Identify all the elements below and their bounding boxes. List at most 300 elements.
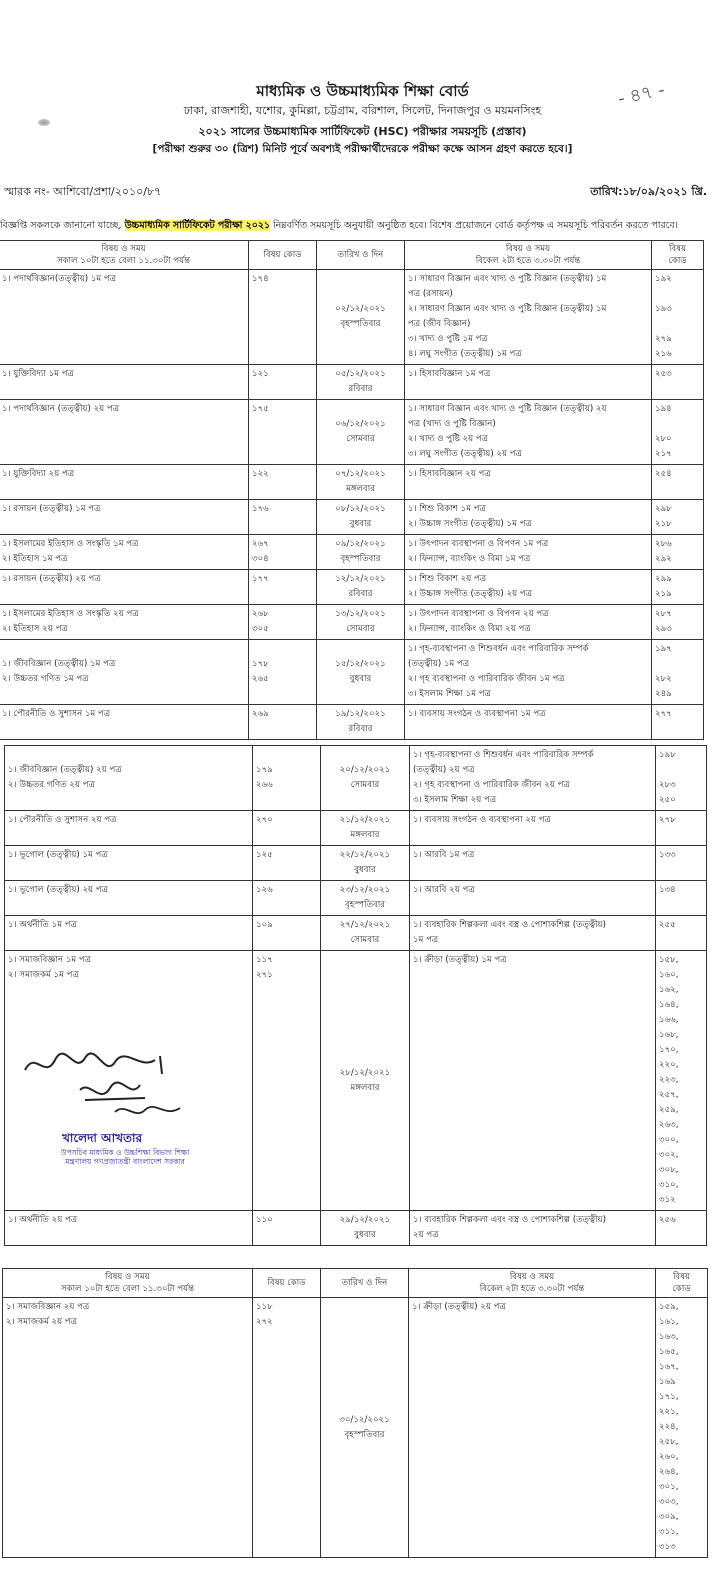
afternoon-subjects (405, 270, 652, 365)
subject-code: ২৭১ (256, 970, 273, 980)
subject-name: ৩। লঘু সংগীত (তত্ত্বীয়) ২য় পত্র (408, 449, 522, 459)
subject-code: ২৯৯ (655, 574, 672, 584)
subject-code: ১১৮ (256, 1302, 273, 1312)
memo-reference: স্মারক নং- আশিবো/প্রশা/২০১০/৮৭ (4, 185, 162, 198)
morning-codes (249, 605, 317, 640)
subject-code: ১৭৫ (252, 404, 269, 414)
subject-code (655, 317, 700, 332)
table-row (5, 1211, 707, 1246)
morning-codes (249, 270, 317, 365)
intro-after: নিম্নবর্ণিত সময়সূচি অনুযায়ী অনুষ্ঠিত হবে। বিশেষ প্রয়োজনে বোর্ড কর্তৃপক্ষ এ সময়সূচি পরিবর্তন করতে পারবে। (270, 220, 678, 231)
header-morning: বিষয় ও সময় সকাল ১০টা হতে বেলা ১১.৩০টা পর্যন্ত (0, 241, 249, 270)
exam-date-value: ১৫/১২/২০২১ (335, 659, 386, 669)
exam-date-value: ২০/১২/২০২১ (339, 765, 391, 775)
subject-code: ২৬৬ (256, 780, 273, 790)
subject-name: ২। খাদ্য ও পুষ্টি ২য় পত্র (408, 434, 489, 444)
subject-name: ১। ক্রীড়া (তত্ত্বীয়) ১ম পত্র (413, 955, 507, 965)
morning-codes (249, 705, 317, 740)
subject-code: ২৬৯ (252, 709, 269, 719)
exam-day: বুধবার (354, 1230, 376, 1240)
subject-code: ৩১০, (659, 1180, 679, 1190)
subject-code: ১২১ (252, 369, 269, 379)
exam-note: [পরীক্ষা শুরুর ৩০ (ত্রিশ) মিনিট পূর্বে অবশ্যই পরীক্ষার্থীদেরকে পরীক্ষা কক্ষে আসন গ্রহণ করতে হবে।] (152, 143, 573, 155)
subject-name: (তত্ত্বীয়) ১ম পত্র (408, 659, 470, 669)
afternoon-subjects (405, 705, 652, 740)
subject-name: পত্র (খাদ্য ও পুষ্টি বিজ্ঞান) (408, 419, 496, 429)
morning-subjects (0, 570, 249, 605)
subject-code: ৩১১, (659, 1527, 679, 1537)
header-morning: বিষয় ও সময় সকাল ১০টা হতে বেলা ১১.৩০টা পর্যন্ত (3, 1269, 253, 1298)
approval-signature (20, 1040, 220, 1190)
header-code: বিষয় কোড (249, 241, 317, 270)
exam-day: বুধবার (349, 674, 372, 684)
exam-date-value: ২১/১২/২০২১ (339, 815, 391, 825)
subject-name: ১। রসায়ন (তত্ত্বীয়) ১ম পত্র (2, 504, 101, 514)
exam-date-value: ০৫/১২/২০২১ (335, 369, 386, 379)
document-title: ২০২১ সালের উচ্চমাধ্যমিক সার্টিফিকেট (HSC) পরীক্ষার সময়সূচি (প্রস্তাব) (198, 125, 527, 138)
exam-day: রবিবার (348, 589, 373, 599)
exam-day: রবিবার (348, 724, 373, 734)
exam-day: সোমবার (350, 935, 380, 945)
exam-date (321, 746, 410, 811)
subject-code: ২১৯ (655, 589, 672, 599)
subject-code: ১২৫ (256, 850, 273, 860)
signatory-title: উপসচিব মাধ্যমিক ও উচ্চশিক্ষা বিভাগ শিক্ষা মন্ত্রণালয় গণপ্রজাতন্ত্রী বাংলাদেশ সরকার (60, 1148, 190, 1166)
subject-name: ১ম পত্র (413, 935, 439, 945)
exam-day: সোমবার (350, 780, 380, 790)
board-list: ঢাকা, রাজশাহী, যশোর, কুমিল্লা, চট্টগ্রাম, বরিশাল, সিলেট, দিনাজপুর ও ময়মনসিংহ (183, 104, 542, 117)
exam-day: বৃহস্পতিবার (344, 900, 386, 910)
subject-name: ২। উচ্চাঙ্গ সংগীত (তত্ত্বীয়) ২য় পত্র (408, 589, 533, 599)
subject-code: ২৫৬ (659, 1215, 676, 1225)
subject-code: ২৭২ (256, 1317, 273, 1327)
subject-code: ১৭১, (659, 1392, 679, 1402)
subject-code: ২৬০, (659, 1452, 679, 1462)
subject-name: ১। পদার্থবিজ্ঞান (তত্ত্বীয়) ২য় পত্র (2, 404, 120, 414)
afternoon-codes (652, 605, 704, 640)
morning-subjects (0, 640, 249, 705)
subject-name: ১। উৎপাদন ব্যবস্থাপনা ও বিপণন ২য় পত্র (408, 609, 549, 619)
exam-date (321, 846, 410, 881)
subject-code: ১৭৮ (252, 659, 269, 669)
subject-name: ২। উচ্চতর গণিত ১ম পত্র (2, 674, 89, 684)
exam-date-value: ১২/১২/২০২১ (335, 574, 386, 584)
subject-name: ১। শিশু বিকাশ ১ম পত্র (408, 504, 486, 514)
subject-code: ২৮৩ (659, 780, 676, 790)
subject-code: ২১৮ (655, 519, 672, 529)
subject-name: ২। ফিন্যান্স, ব্যাংকিং ও বিমা ২য় পত্র (408, 624, 531, 634)
subject-name: ১। সাধারণ বিজ্ঞান এবং খাদ্য ও পুষ্টি বিজ্ঞান (তত্ত্বীয়) ২য় (408, 404, 607, 414)
subject-code: ২৫৩ (655, 369, 672, 379)
subject-name: ১। শিশু বিকাশ ২য় পত্র (408, 574, 487, 584)
table-row (5, 916, 707, 951)
header-code-2: বিষয় কোড (656, 1269, 708, 1298)
subject-name: ১। অর্থনীতি ১ম পত্র (8, 920, 77, 930)
morning-codes (249, 400, 317, 465)
exam-date (321, 1211, 410, 1246)
exam-day: রবিবার (348, 384, 373, 394)
subject-code: ২১৬ (655, 349, 672, 359)
subject-code: ২২০, (659, 1060, 679, 1070)
subject-name: ২। গৃহ ব্যবস্থাপনা ও পারিবারিক জীবন ১ম পত্র (408, 674, 565, 684)
subject-code (659, 1228, 703, 1243)
afternoon-codes (656, 881, 707, 916)
morning-codes (253, 951, 321, 1211)
subject-code: ৩০১, (659, 1482, 679, 1492)
afternoon-subjects (410, 916, 656, 951)
morning-codes (253, 1211, 321, 1246)
afternoon-subjects (405, 605, 652, 640)
subject-name: ১। ব্যবসায় সংগঠন ও ব্যবস্থাপনা ১ম পত্র (408, 709, 546, 719)
exam-date-value: ০৮/১২/২০২১ (335, 504, 386, 514)
subject-code: ২৯২ (655, 554, 672, 564)
table-row (0, 605, 704, 640)
subject-code: ১২৬ (256, 885, 273, 895)
subject-code: ১৬০, (659, 970, 679, 980)
subject-code: ২৭৮ (659, 815, 676, 825)
morning-subjects (5, 881, 253, 916)
subject-code: ২৯৩ (655, 624, 672, 634)
subject-code: ২৮৭ (655, 609, 672, 619)
afternoon-codes (652, 705, 704, 740)
exam-day: মঙ্গলবার (350, 1082, 380, 1093)
subject-code: ১৭৪ (252, 274, 269, 284)
subject-name: ১। গৃহ-ব্যবস্থাপনা ও শিশুবর্ধন এবং পারিবারিক সম্পর্ক (413, 750, 594, 760)
subject-code: ৩০২, (659, 1150, 679, 1160)
subject-name: ১। ভূগোল (তত্ত্বীয়) ১ম পত্র (8, 850, 108, 860)
table-row (0, 270, 704, 365)
subject-name: ১। ব্যবসায় সংগঠন ও ব্যবস্থাপনা ২য় পত্র (413, 815, 551, 825)
exam-date-value: ২২/১২/২০২১ (339, 850, 391, 860)
subject-code (659, 763, 703, 778)
exam-date-value: ৩০/১২/২০২১ (339, 1414, 390, 1425)
subject-code: ২৮২ (655, 674, 672, 684)
intro-highlight: উচ্চমাধ্যমিক সার্টিফিকেট পরীক্ষা ২০২১ (124, 220, 271, 231)
exam-date-value: ০৬/১২/২০২১ (335, 419, 386, 429)
table-row (0, 365, 704, 400)
exam-date (317, 705, 405, 740)
header-afternoon: বিষয় ও সময় বিকেল ২টা হতে ৩.৩০টা পর্যন্ত (409, 1269, 656, 1298)
afternoon-codes (652, 640, 704, 705)
afternoon-subjects (405, 535, 652, 570)
exam-date (321, 811, 410, 846)
exam-day: বুধবার (349, 519, 372, 529)
afternoon-codes (656, 916, 707, 951)
subject-name: ১। যুক্তিবিদ্যা ২য় পত্র (2, 469, 75, 479)
subject-code: ২১৭ (655, 449, 672, 459)
afternoon-subjects (405, 500, 652, 535)
table-row (5, 846, 707, 881)
subject-name: পত্র (জীব বিজ্ঞান) (408, 319, 471, 329)
afternoon-codes (652, 570, 704, 605)
afternoon-subjects (410, 951, 656, 1211)
subject-code: ১৭০, (659, 1045, 679, 1055)
exam-date (321, 881, 410, 916)
subject-name: ২। সাধারণ বিজ্ঞান এবং খাদ্য ও পুষ্টি বিজ্ঞান (তত্ত্বীয়) ১ম (408, 304, 607, 314)
subject-name: ২। সমাজকর্ম ২য় পত্র (6, 1317, 78, 1327)
afternoon-subjects (409, 1298, 656, 1558)
morning-subjects (5, 846, 253, 881)
exam-day: সোমবার (346, 434, 375, 444)
morning-subjects (3, 1298, 253, 1558)
exam-date-value: ২৭/১২/২০২১ (339, 920, 391, 930)
subject-code: ২৮৬ (655, 539, 672, 549)
intro-notice (0, 218, 725, 233)
afternoon-subjects (405, 365, 652, 400)
subject-code: ১৯২ (655, 274, 672, 284)
afternoon-subjects (410, 881, 656, 916)
morning-codes (249, 500, 317, 535)
morning-subjects (0, 535, 249, 570)
subject-name: ১। জীববিজ্ঞান (তত্ত্বীয়) ১ম পত্র (2, 659, 116, 669)
subject-code: ৩১৩ (659, 1542, 676, 1552)
subject-code: ২৯৮ (655, 504, 672, 514)
exam-date (317, 400, 405, 465)
subject-code: ২৮০ (655, 434, 672, 444)
morning-codes (249, 365, 317, 400)
subject-name: ৩। ইসলাম শিক্ষা ২য় পত্র (413, 795, 497, 805)
subject-code: ২৫৮, (659, 1437, 679, 1447)
subject-code: ২৫৭, (659, 1090, 679, 1100)
subject-code: ১৭৭ (252, 574, 269, 584)
subject-code: ১১৭ (256, 955, 273, 965)
table-row (0, 705, 704, 740)
signatory-name: খালেদা আখতার (62, 1131, 143, 1145)
subject-code: ৩০৪ (252, 554, 269, 564)
exam-date-value: ২৮/১২/২০২১ (339, 1067, 391, 1078)
subject-code: ২৪৯ (655, 689, 672, 699)
subject-code: ১৯৮ (659, 750, 676, 760)
afternoon-subjects (405, 570, 652, 605)
afternoon-subjects (410, 746, 656, 811)
subject-code: ২৭০ (256, 815, 273, 825)
table-row (0, 640, 704, 705)
subject-code: ৩০০, (659, 1135, 679, 1145)
exam-date-value: ১৯/১২/২০২১ (335, 709, 386, 719)
afternoon-codes (652, 465, 704, 500)
subject-code (655, 417, 700, 432)
header-date: তারিখ ও দিন (321, 1269, 409, 1298)
subject-code: ১৩৩ (659, 850, 676, 860)
subject-name: ১। ভূগোল (তত্ত্বীয়) ২য় পত্র (8, 885, 108, 895)
subject-code: ১৭৬ (252, 504, 269, 514)
subject-code: ১৬৪, (659, 1000, 679, 1010)
subject-name: ১। অর্থনীতি ২য় পত্র (8, 1215, 78, 1225)
exam-day: বৃহস্পতিবার (344, 1429, 385, 1440)
subject-name: ১। ইসলামের ইতিহাস ও সংস্কৃতি ২য় পত্র (2, 609, 139, 619)
subject-name: ১। উৎপাদন ব্যবস্থাপনা ও বিপণন ১ম পত্র (408, 539, 549, 549)
subject-name: ১। সমাজবিজ্ঞান ১ম পত্র (8, 955, 92, 965)
subject-code: ৩০৯, (659, 1512, 679, 1522)
afternoon-codes (656, 846, 707, 881)
exam-date (317, 365, 405, 400)
page-number-note: - ৪৭ - (616, 79, 667, 110)
morning-codes (249, 535, 317, 570)
subject-name: ৪। লঘু সংগীত (তত্ত্বীয়) ১ম পত্র (408, 349, 522, 359)
subject-name: ১। সমাজবিজ্ঞান ২য় পত্র (6, 1302, 90, 1312)
table-row (5, 746, 707, 811)
subject-code (256, 748, 317, 763)
morning-subjects (0, 705, 249, 740)
exam-day: বৃহস্পতিবার (340, 319, 381, 329)
afternoon-subjects (410, 846, 656, 881)
subject-code: ২৬৭ (252, 539, 269, 549)
header-code: বিষয় কোড (253, 1269, 321, 1298)
morning-codes (249, 465, 317, 500)
subject-name: ১। পৌরনীতি ও সুশাসন ১ম পত্র (2, 709, 111, 719)
afternoon-subjects (405, 400, 652, 465)
subject-code: ১৬১, (659, 1317, 679, 1327)
exam-day: সোমবার (346, 624, 375, 634)
exam-date (317, 500, 405, 535)
subject-code: ২২১, (659, 1407, 679, 1417)
subject-name: ১। আরবি ২য় পত্র (413, 885, 475, 895)
header-afternoon: বিষয় ও সময় বিকেল ২টা হতে ৩.৩০টা পর্যন্ত (405, 241, 652, 270)
table-row (0, 400, 704, 465)
header-date: তারিখ ও দিন (317, 241, 405, 270)
subject-code: ২৫৪ (655, 469, 672, 479)
subject-name: ১। ইসলামের ইতিহাস ও সংস্কৃতি ১ম পত্র (2, 539, 139, 549)
morning-codes (253, 746, 321, 811)
schedule-table-part3 (2, 1268, 708, 1558)
subject-code: ১৯৪ (655, 404, 672, 414)
subject-code: ২৬৫ (252, 674, 269, 684)
table-row (5, 881, 707, 916)
subject-code: ১৬৬, (659, 1015, 679, 1025)
exam-date (321, 916, 410, 951)
exam-date-value: ১৩/১২/২০২১ (335, 609, 386, 619)
subject-name: ১। রসায়ন (তত্ত্বীয়) ২য় পত্র (2, 574, 101, 584)
subject-code: ১৭৯ (256, 765, 273, 775)
exam-date-value: ২৯/১২/২০২১ (339, 1215, 391, 1225)
subject-code (252, 642, 313, 657)
subject-name: ৩। ইসলাম শিক্ষা ১ম পত্র (408, 689, 491, 699)
table-row (0, 465, 704, 500)
afternoon-subjects (410, 811, 656, 846)
exam-date-value: ২৩/১২/২০২১ (339, 885, 391, 895)
subject-code: ৩০৮, (659, 1165, 679, 1175)
subject-code: ১৬৭, (659, 1362, 679, 1372)
subject-name: পত্র (রসায়ন) (408, 289, 453, 299)
subject-name: ৩। খাদ্য ও পুষ্টি ১ম পত্র (408, 334, 488, 344)
subject-code: ১০৯ (256, 920, 273, 930)
morning-subjects (0, 270, 249, 365)
subject-name: ১। ক্রীড়া (তত্ত্বীয়) ২য় পত্র (412, 1302, 506, 1312)
subject-name: ১। পদার্থবিজ্ঞান(তত্ত্বীয়) ১ম পত্র (2, 274, 117, 284)
morning-codes (253, 881, 321, 916)
subject-name: ২। ফিন্যান্স, ব্যাংকিং ও বিমা ১ম পত্র (408, 554, 531, 564)
subject-code (655, 657, 700, 672)
subject-name: ১। গৃহ-ব্যবস্থাপনা ও শিশুবর্ধন এবং পারিবারিক সম্পর্ক (408, 644, 589, 654)
exam-date (317, 270, 405, 365)
subject-code: ১৫৯, (659, 1302, 679, 1312)
exam-date (317, 465, 405, 500)
exam-day: মঙ্গলবার (346, 484, 375, 494)
table-row (3, 1298, 708, 1558)
subject-name: ২। উচ্চতর গণিত ২য় পত্র (8, 780, 95, 790)
afternoon-codes (656, 746, 707, 811)
exam-date (317, 640, 405, 705)
subject-name: ১। ব্যবহারিক শিল্পকলা এবং বস্ত্র ও পোশাকশিল্প (তত্ত্বীয়) (413, 920, 606, 930)
table-row (0, 535, 704, 570)
subject-code: ৩০৫ (252, 624, 269, 634)
subject-code: ১৬৫, (659, 1347, 679, 1357)
morning-subjects (0, 400, 249, 465)
subject-name: ২। গৃহ ব্যবস্থাপনা ও পারিবারিক জীবন ২য় পত্র (413, 780, 570, 790)
morning-codes (253, 846, 321, 881)
morning-codes (253, 916, 321, 951)
afternoon-subjects (405, 465, 652, 500)
subject-code: ৩০৩, (659, 1497, 679, 1507)
morning-codes (253, 1298, 321, 1558)
morning-subjects (0, 500, 249, 535)
morning-subjects (0, 465, 249, 500)
subject-code: ২৬৪, (659, 1467, 679, 1477)
subject-code: ২২৪, (659, 1422, 679, 1432)
exam-date (317, 605, 405, 640)
afternoon-codes (656, 951, 707, 1211)
subject-name: ২। ইতিহাস ১ম পত্র (2, 554, 68, 564)
subject-name: (তত্ত্বীয়) ২য় পত্র (413, 765, 475, 775)
exam-date (317, 570, 405, 605)
memo-date: তারিখ:১৮/০৯/২০২১ খ্রি. (590, 185, 707, 198)
morning-subjects (5, 916, 253, 951)
afternoon-subjects (410, 1211, 656, 1246)
exam-date-value: ০২/১২/২০২১ (335, 304, 386, 314)
subject-code: ১১০ (256, 1215, 273, 1225)
morning-subjects (5, 811, 253, 846)
subject-name: ১। পৌরনীতি ও সুশাসন ২য় পত্র (8, 815, 117, 825)
afternoon-codes (656, 1211, 707, 1246)
subject-code: ১৫৮, (659, 955, 679, 965)
subject-code: ১৬৮, (659, 1030, 679, 1040)
morning-subjects (0, 605, 249, 640)
subject-code: ২৬৩, (659, 1120, 679, 1130)
subject-code: ২২৩, (659, 1075, 679, 1085)
subject-name: ১। হিসাববিজ্ঞান ১ম পত্র (408, 369, 491, 379)
subject-code: ১৩৪ (659, 885, 676, 895)
header-code-2: বিষয় কোড (652, 241, 704, 270)
subject-name: ১। আরবি ১ম পত্র (413, 850, 475, 860)
afternoon-codes (652, 365, 704, 400)
afternoon-codes (652, 400, 704, 465)
table-row (0, 570, 704, 605)
table-row (5, 811, 707, 846)
exam-date (321, 1298, 409, 1558)
exam-day: মঙ্গলবার (350, 830, 380, 840)
exam-date (317, 535, 405, 570)
subject-code: ২৫০ (659, 795, 676, 805)
exam-date-value: ০৭/১২/২০২১ (335, 469, 386, 479)
morning-subjects (0, 365, 249, 400)
subject-code: ১৬২, (659, 985, 679, 995)
afternoon-codes (656, 811, 707, 846)
exam-day: বুধবার (354, 865, 376, 875)
exam-date (321, 951, 410, 1211)
afternoon-codes (652, 270, 704, 365)
subject-name: ২য় পত্র (413, 1230, 439, 1240)
subject-code: ১৯৩ (655, 304, 672, 314)
subject-name: ২। সমাজকর্ম ১ম পত্র (8, 970, 79, 980)
afternoon-codes (652, 535, 704, 570)
subject-code: ২৭৭ (655, 709, 672, 719)
subject-name: ১। ব্যবহারিক শিল্পকলা এবং বস্ত্র ও পোশাকশিল্প (তত্ত্বীয়) (413, 1215, 606, 1225)
morning-codes (249, 570, 317, 605)
subject-name: ২। উচ্চাঙ্গ সংগীত (তত্ত্বীয়) ১ম পত্র (408, 519, 532, 529)
subject-code (655, 287, 700, 302)
morning-codes (253, 811, 321, 846)
afternoon-subjects (405, 640, 652, 705)
